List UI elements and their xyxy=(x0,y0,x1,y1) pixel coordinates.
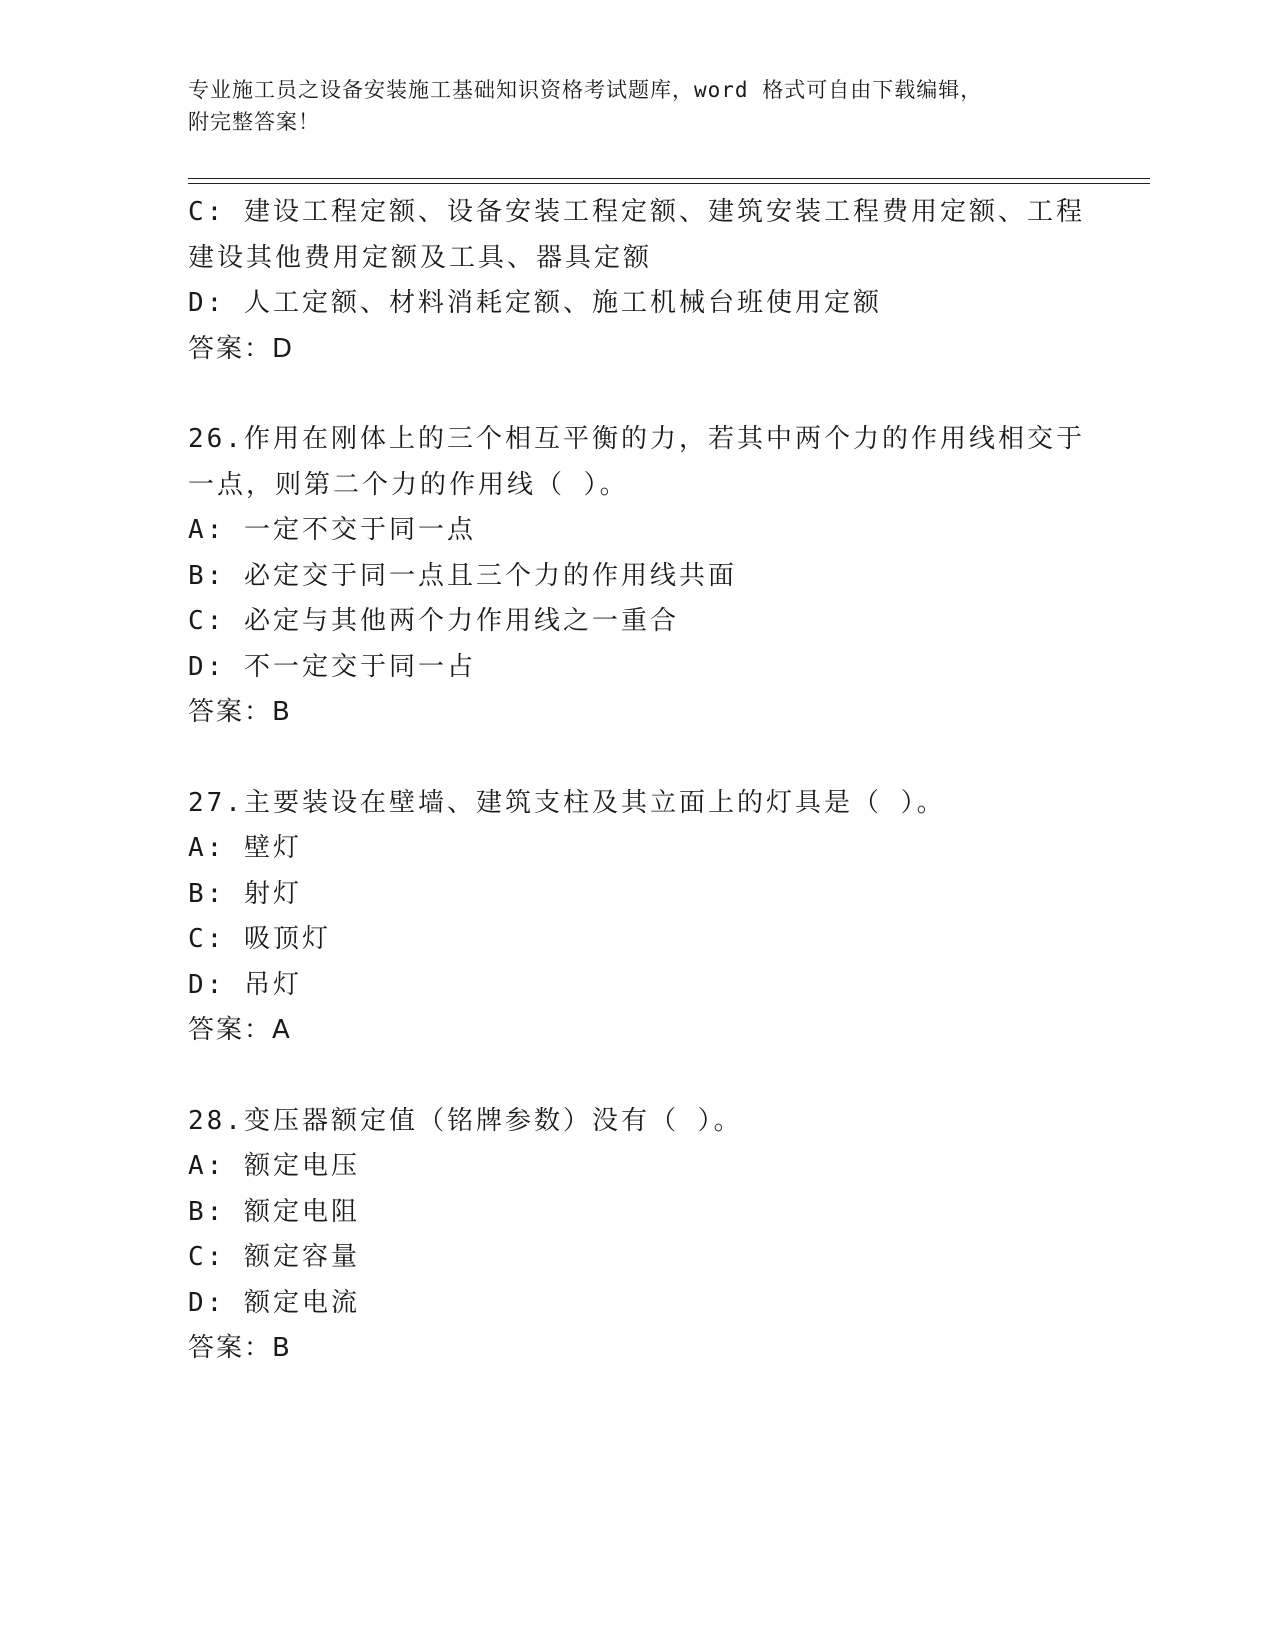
answer-label: 答案： xyxy=(188,1333,273,1363)
option-b: B: 额定电阻 xyxy=(188,1196,360,1227)
option-b: B: 射灯 xyxy=(188,878,302,909)
option-a: A: 壁灯 xyxy=(188,833,302,863)
spacer xyxy=(188,1054,1088,1099)
option-c-line-2: 建设其他费用定额及工具、器具定额 xyxy=(188,242,653,273)
option-d: D: 额定电流 xyxy=(188,1287,360,1318)
question-27 xyxy=(188,781,1088,1054)
option-a: A: 一定不交于同一点 xyxy=(188,515,476,545)
header-divider-top xyxy=(188,178,1150,179)
option-c: C: 必定与其他两个力作用线之一重合 xyxy=(188,606,679,636)
answer-line xyxy=(188,1326,1088,1372)
option-c: C: 额定容量 xyxy=(188,1242,360,1272)
question-stem-line-1: 28.变压器额定值（铭牌参数）没有（ ）。 xyxy=(188,1105,743,1136)
answer-value: B xyxy=(272,697,293,727)
answer-value: B xyxy=(272,1333,293,1363)
header-line-1: 专业施工员之设备安装施工基础知识资格考试题库，word 格式可自由下载编辑， xyxy=(188,78,983,102)
option-d: D: 吊灯 xyxy=(188,969,302,1000)
answer-value: D xyxy=(272,333,296,364)
answer-label: 答案： xyxy=(188,333,273,364)
answer-label: 答案： xyxy=(188,1015,273,1045)
answer-line xyxy=(188,327,1088,373)
spacer xyxy=(188,736,1088,781)
question-25-continuation xyxy=(188,190,1088,372)
header-divider-bottom xyxy=(188,183,1150,184)
spacer xyxy=(188,372,1088,417)
question-28 xyxy=(188,1099,1088,1372)
option-a: A: 额定电压 xyxy=(188,1151,360,1181)
option-d: D: 不一定交于同一占 xyxy=(188,651,476,682)
header-line-2: 附完整答案！ xyxy=(188,110,320,134)
answer-line xyxy=(188,690,1088,736)
question-stem-line-1: 26.作用在刚体上的三个相互平衡的力，若其中两个力的作用线相交于 xyxy=(188,424,1085,454)
option-d: D: 人工定额、材料消耗定额、施工机械台班使用定额 xyxy=(188,288,882,318)
question-stem-line-2: 一点，则第二个力的作用线（ ）。 xyxy=(188,469,629,500)
option-c: C: 吸顶灯 xyxy=(188,924,331,954)
question-stem-line-1: 27.主要装设在壁墙、建筑支柱及其立面上的灯具是（ ）。 xyxy=(188,787,946,818)
option-c-line-1: C: 建设工程定额、设备安装工程定额、建筑安装工程费用定额、工程 xyxy=(188,197,1085,227)
answer-value: A xyxy=(272,1015,293,1045)
answer-line xyxy=(188,1008,1088,1054)
answer-label: 答案： xyxy=(188,697,273,727)
document-header xyxy=(188,74,1068,138)
option-b: B: 必定交于同一点且三个力的作用线共面 xyxy=(188,560,737,591)
question-list xyxy=(188,190,1088,1372)
question-26 xyxy=(188,417,1088,736)
